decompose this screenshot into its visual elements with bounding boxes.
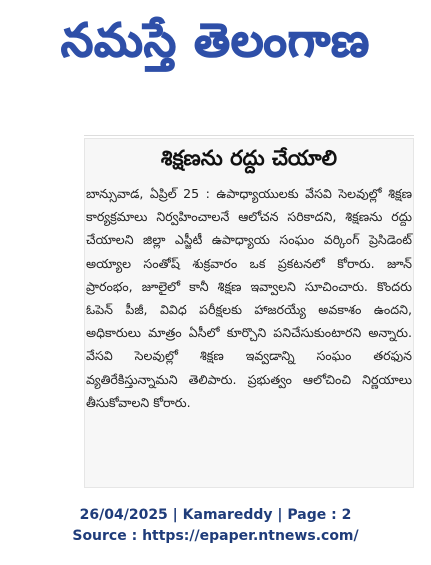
date-edition-page-line: 26/04/2025 | Kamareddy | Page : 2 <box>79 507 352 523</box>
clipping-top-rule <box>84 135 414 136</box>
article-headline: శిక్షణను రద్దు చేయాలి <box>160 145 338 170</box>
source-line: Source : https://epaper.ntnews.com/ <box>72 528 359 544</box>
newspaper-masthead <box>0 4 431 76</box>
article-body: బాన్సువాడ, ఏప్రిల్ 25 : ఉపాధ్యాయులకు వేసవి సెలవుల్లో శిక్షణ కార్యక్రమాలు నిర్వహించాలనే ఆలోచన సరికాదని, శిక్షణను రద్దు చేయాలని జిల్లా ఎస్జీటీ ఉపాధ్యాయ సంఘం వర్కింగ్ ప్రెసిడెంట్ అయ్యాల సంతోష్ శుక్రవారం ఒక ప్రకటనలో కోరారు. జూన్ ప్రారంభం, జూలైలో కానీ శిక్షణ ఇవ్వాలని సూచించారు. కొందరు ఓపెన్ పీజీ, వివిధ పరీక్షలకు హాజరయ్యే అవకాశం ఉందని, అధికారులు మాత్రం ఏసీలో కూర్చొని పనిచేసుకుంటారని అన్నారు. వేసవి సెలవుల్లో శిక్షణ ఇవ్వడాన్ని సంఘం తరఫున వ్యతిరేకిస్తున్నామని తెలిపారు. ప్రభుత్వం ఆలోచించి నిర్ణయాలు తీసుకోవాలని కోరారు. <box>86 186 412 410</box>
masthead-title: నమస్తే తెలంగాణ <box>60 13 371 67</box>
headline-area <box>84 138 414 178</box>
clipping-footer <box>0 505 431 547</box>
